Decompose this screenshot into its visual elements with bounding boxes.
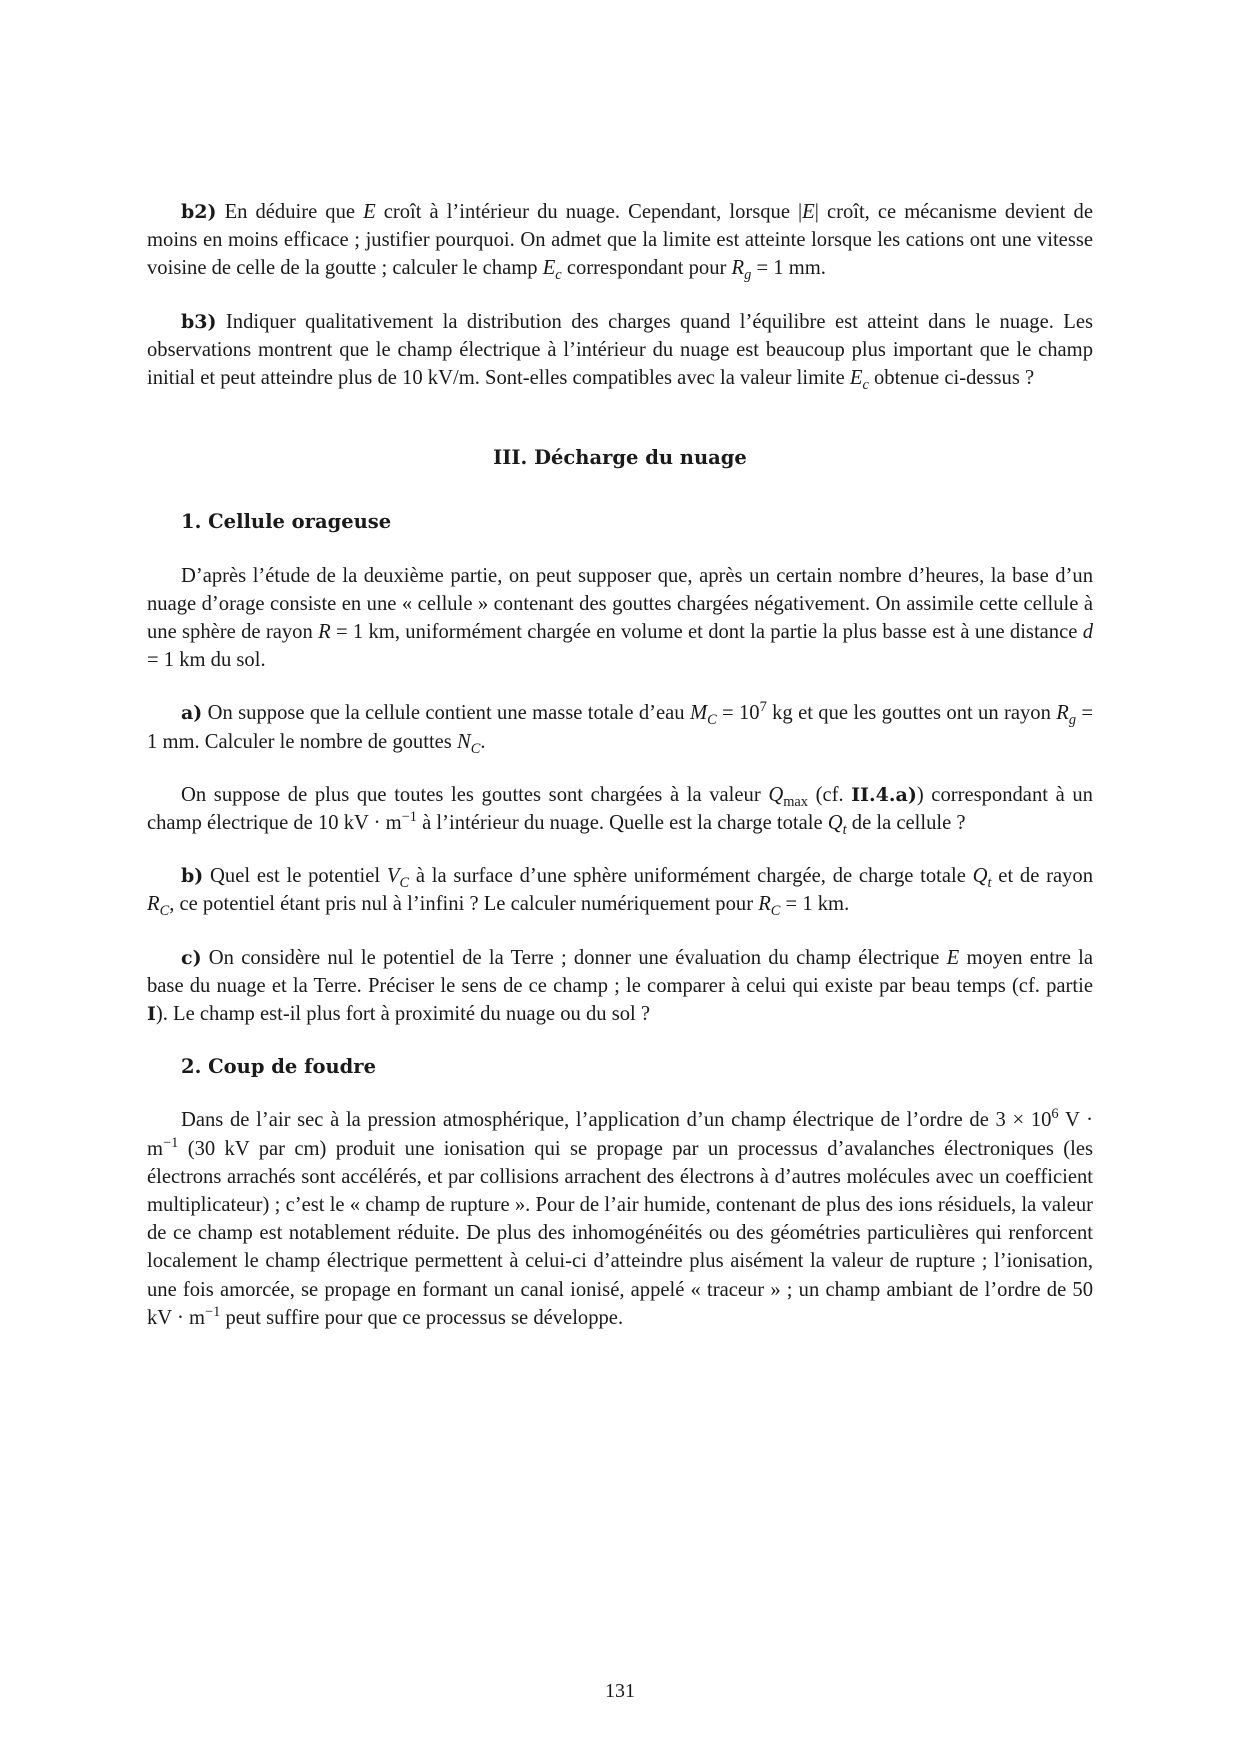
subsection-title-foudre: 2. Coup de foudre [181,1055,376,1079]
paragraph-foudre: Dans de l’air sec à la pression atmosphérique, l’application d’un champ électrique de l’ordre de $3 \times 10^6$ $V \cdot m^{-1}$ (30 kV par cm) produit une ionisation qui se propage par un processus d’avalanches électroniques (les électrons arrachés sont accélérés, et par collisions arrachent des électrons à d’autres molécules avec un coefficient multiplicateur) ; c’est le « champ de rupture ». Pour de l’air humide, contenant de plus des ions résiduels, la valeur de ce champ est notablement réduite. De plus des inhomogénéités ou des géométries particulières qui renforcent localement le champ électrique permettent à celui-ci d’atteindre plus aisément la valeur de rupture ; l’ionisation, une fois amorcée, se propage en formant un canal ionisé, appelé « traceur » ; un champ ambiant de l’ordre de 50 kV · $m^{-1}$ peut suffire pour que ce processus se développe. [147,1106,1093,1329]
cross-reference: I [147,1003,156,1026]
question-label: c) [181,946,202,969]
question-b: b) Quel est le potentiel $V_C$ à la surface d’une sphère uniformément chargée, de charge totale $Q_t$ et de rayon $R_C$, ce potentiel étant pris nul à l’infini ? Le calculer numériquement pour $R_C = 1$ km. [147,865,1094,920]
question-c: c) On considère nul le potentiel de la Terre ; donner une évaluation du champ électrique E moyen entre la base du nuage et la Terre. Préciser le sens de ce champ ; le comparer à celui qui existe par beau temps (cf. partie I). Le champ est-il plus fort à proximité du nuage ou du sol ? [147,946,1093,1026]
cross-reference: II.4.a) [851,783,917,806]
page-number: 131 [605,1680,635,1702]
question-label: b2) [181,201,217,223]
section-title: III. Décharge du nuage [493,446,747,470]
subsection-title-cellule: 1. Cellule orageuse [181,510,392,534]
paragraph-cellule-intro: D’après l’étude de la deuxième partie, on peut supposer que, après un certain nombre d’heures, la base d’un nuage d’orage consiste en une « cellule » contenant des gouttes chargées négativement. On assimile cette cellule à une sphère de rayon R = 1 km, uniformément chargée en volume et dont la partie la plus basse est à une distance d = 1 km du sol. [147,564,1093,672]
paragraph-charge-totale: On suppose de plus que toutes les gouttes sont chargées à la valeur $Q_{max}$ (cf. II.4.a)) correspondant à un champ électrique de 10 kV · $m^{-1}$ à l’intérieur du nuage. Quelle est la charge totale $Q_t$ de la cellule ? [147,783,1093,839]
question-a: a) On suppose que la cellule contient une masse totale d’eau $M_C = 10^7$ kg et que les gouttes ont un rayon $R_g = 1$ mm. Calculer le nombre de gouttes $N_C$. [147,699,1093,757]
question-b3: b3) Indiquer qualitativement la distribution des charges quand l’équilibre est atteint dans le nuage. Les observations montrent que le champ électrique à l’intérieur du nuage est beaucoup plus important que le champ initial et peut atteindre plus de 10 kV/m. Sont-elles compatibles avec la valeur limite $E_c$ obtenue ci-dessus ? [147,310,1093,394]
question-b2: b2) En déduire que E croît à l’intérieur du nuage. Cependant, lorsque |E| croît, ce mécanisme devient de moins en moins efficace ; justifier pourquoi. On admet que la limite est atteinte lorsque les cations ont une vitesse voisine de celle de la goutte ; calculer le champ $E_c$ correspondant pour $R_g = 1$ mm. [147,201,1093,284]
page-body [147,198,1093,1332]
question-label: b3) [181,310,217,333]
question-label: b) [181,865,204,888]
question-label: a) [181,702,203,725]
